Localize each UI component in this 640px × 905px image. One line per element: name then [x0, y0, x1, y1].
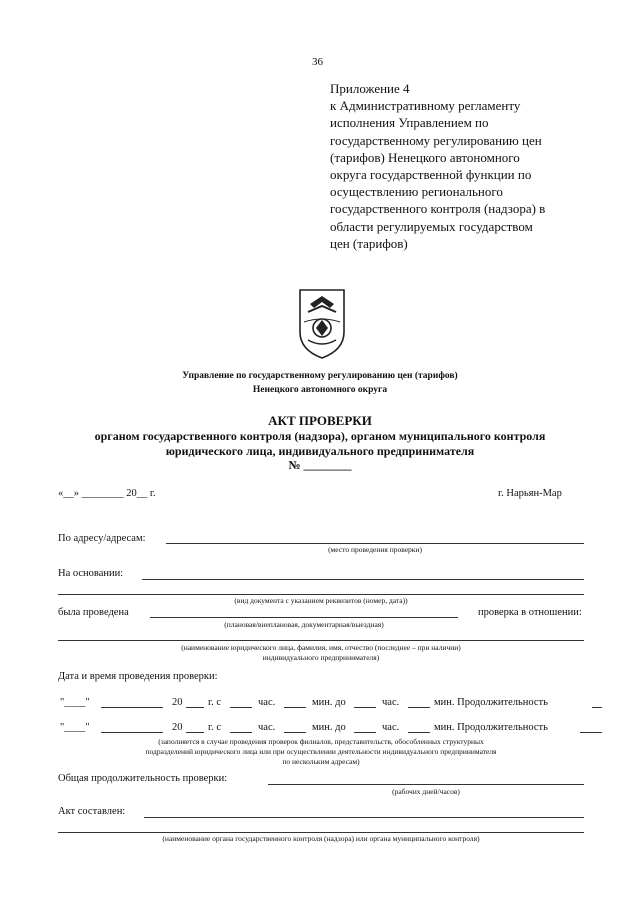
appendix-line: государственного контроля (надзора) в	[330, 201, 546, 217]
conducted-field[interactable]	[150, 617, 458, 618]
act-place: г. Нарьян-Мар	[498, 488, 562, 499]
row-quote: "____"	[60, 697, 90, 708]
entity-field[interactable]	[58, 640, 584, 641]
row-year-field[interactable]	[186, 707, 204, 708]
row-min-to-label: мин. до	[312, 697, 346, 708]
conducted-right-label: проверка в отношении:	[478, 607, 582, 618]
basis-label: На основании:	[58, 568, 124, 579]
conducted-caption: (плановая/внеплановая, документарная/выездная)	[224, 620, 384, 629]
drawn-field-continuation[interactable]	[58, 832, 584, 833]
page-number: 36	[312, 56, 323, 68]
drawn-label: Акт составлен:	[58, 806, 126, 817]
row-end-min-field[interactable]	[408, 732, 430, 733]
row-hours-label: час.	[382, 697, 400, 708]
row-min-to-label: мин. до	[312, 722, 346, 733]
row-start-hour-field[interactable]	[230, 732, 252, 733]
row-duration-label: мин. Продолжительность	[434, 697, 548, 708]
organization-region: Ненецкого автономного округа	[252, 385, 388, 395]
act-date: «__» ________ 20__ г.	[58, 488, 156, 499]
row-hours-label: час.	[258, 697, 276, 708]
row-year-prefix: 20	[172, 722, 183, 733]
act-title: АКТ ПРОВЕРКИ	[268, 413, 372, 428]
appendix-line: осуществлению регионального	[330, 184, 503, 200]
rows-caption: (заполняется в случае проведения проверок филиалов, представительств, обособленных структурных	[158, 737, 484, 746]
row-duration-label: мин. Продолжительность	[434, 722, 548, 733]
row-year-suffix: г. с	[208, 697, 222, 708]
appendix-line: государственному регулированию цен	[330, 132, 542, 148]
datetime-label: Дата и время проведения проверки:	[58, 671, 218, 682]
row-hours-label: час.	[258, 722, 276, 733]
rows-caption: подразделений юридического лица или при осуществлении деятельности индивидуального предпринимателя	[145, 747, 497, 756]
total-duration-caption: (рабочих дней/часов)	[392, 787, 460, 796]
row-end-min-field[interactable]	[408, 707, 430, 708]
row-end-hour-field[interactable]	[354, 732, 376, 733]
row-duration-field[interactable]	[580, 732, 602, 733]
appendix-line: округа государственной функции по	[330, 167, 532, 183]
drawn-field[interactable]	[144, 817, 584, 818]
address-label: По адресу/адресам:	[58, 533, 146, 544]
row-start-min-field[interactable]	[284, 732, 306, 733]
appendix-header	[330, 80, 545, 252]
drawn-caption: (наименование органа государственного контроля (надзора) или органа муниципального контроля)	[162, 834, 480, 843]
act-subtitle: юридического лица, индивидуального предпринимателя	[165, 444, 475, 458]
total-duration-label: Общая продолжительность проверки:	[58, 773, 228, 784]
entity-caption: индивидуального предпринимателя)	[262, 653, 380, 662]
row-start-min-field[interactable]	[284, 707, 306, 708]
row-month-field[interactable]	[101, 707, 163, 708]
appendix-line: области регулируемых государством	[330, 218, 533, 234]
row-quote: "____"	[60, 722, 90, 733]
appendix-line: к Административному регламенту	[330, 98, 521, 114]
total-duration-field[interactable]	[268, 784, 584, 785]
address-field[interactable]	[166, 543, 584, 544]
rows-caption: по нескольким адресам)	[282, 757, 360, 766]
basis-caption: (вид документа с указанием реквизитов (номер, дата))	[234, 596, 408, 605]
row-duration-field[interactable]	[592, 707, 602, 708]
row-year-prefix: 20	[172, 697, 183, 708]
organization-name: Управление по государственному регулированию цен (тарифов)	[182, 371, 458, 381]
coat-of-arms-icon	[296, 286, 348, 360]
basis-field-continuation[interactable]	[58, 594, 584, 595]
row-hours-label: час.	[382, 722, 400, 733]
row-start-hour-field[interactable]	[230, 707, 252, 708]
appendix-line: (тарифов) Ненецкого автономного	[330, 149, 520, 165]
row-year-field[interactable]	[186, 732, 204, 733]
act-number: № ________	[288, 458, 352, 472]
act-subtitle: органом государственного контроля (надзора), органом муниципального контроля	[94, 429, 546, 443]
address-caption: (место проведения проверки)	[328, 545, 422, 554]
row-month-field[interactable]	[101, 732, 163, 733]
conducted-label: была проведена	[58, 607, 129, 618]
appendix-line: Приложение 4	[330, 81, 410, 96]
appendix-line: цен (тарифов)	[330, 235, 408, 251]
basis-field[interactable]	[142, 579, 584, 580]
row-end-hour-field[interactable]	[354, 707, 376, 708]
row-year-suffix: г. с	[208, 722, 222, 733]
entity-caption: (наименование юридического лица, фамилия, имя, отчество (последнее – при наличии)	[181, 643, 461, 652]
appendix-line: исполнения Управлением по	[330, 115, 489, 131]
